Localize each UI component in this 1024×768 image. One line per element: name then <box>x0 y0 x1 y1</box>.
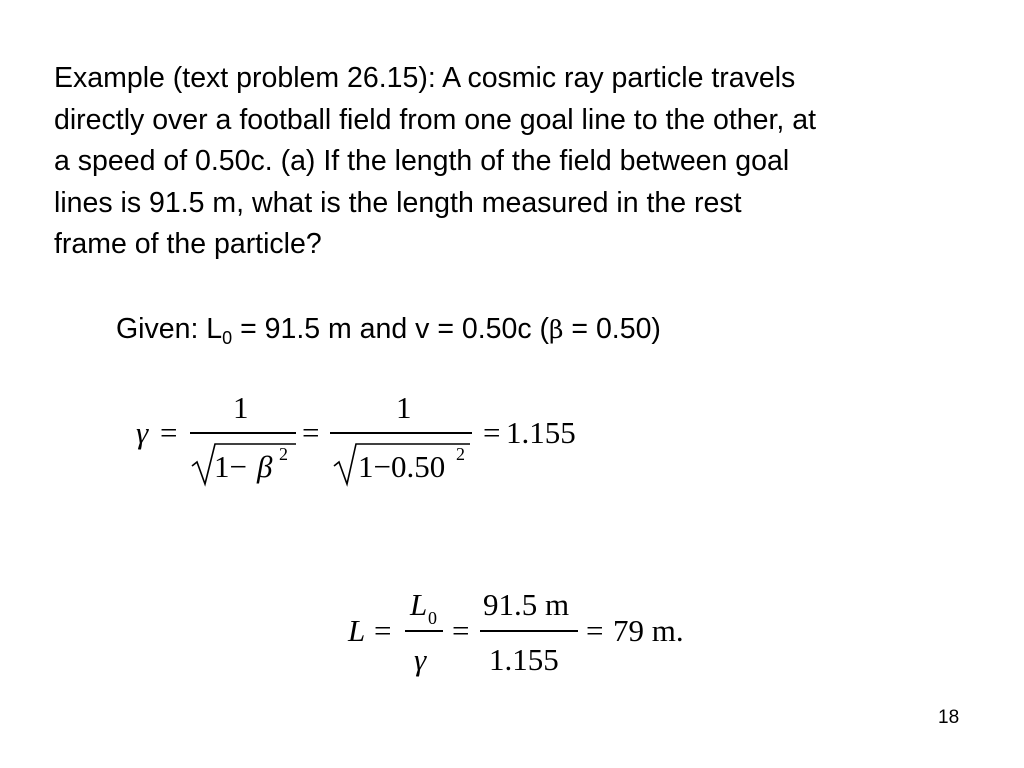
length-equals-2: = <box>452 613 470 648</box>
gamma-equals-2: = <box>302 415 320 450</box>
gamma-equals-3: = <box>483 415 501 450</box>
gamma-exponent-1: 2 <box>279 444 288 464</box>
problem-line-2: directly over a football field from one goal line to the other, at <box>54 103 817 136</box>
given-suffix: = 0.50) <box>563 313 661 345</box>
gamma-denominator-1: 1− <box>214 449 247 484</box>
length-numerator-subscript: 0 <box>428 608 437 628</box>
problem-line-3: a speed of 0.50c. (a) If the length of the field between goal <box>54 145 790 177</box>
given-beta-symbol: β <box>549 315 564 344</box>
fraction-bar-3 <box>405 630 443 632</box>
length-result: 79 m. <box>613 613 684 648</box>
gamma-lhs: γ <box>136 415 149 450</box>
length-denominator-1: γ <box>414 642 427 677</box>
given-prefix: Given: L <box>116 313 223 345</box>
gamma-numerator-1: 1 <box>233 390 249 425</box>
length-numerator-2: 91.5 m <box>483 587 570 622</box>
problem-line-4: lines is 91.5 m, what is the length measured in the rest <box>54 186 742 219</box>
given-subscript: 0 <box>222 328 233 348</box>
gamma-exponent-2: 2 <box>456 444 465 464</box>
length-numerator-1: L <box>410 587 428 622</box>
length-denominator-2: 1.155 <box>489 642 559 677</box>
gamma-numerator-2: 1 <box>396 390 412 425</box>
page-number: 18 <box>938 707 960 728</box>
length-equals-1: = <box>374 613 392 648</box>
gamma-denominator-2: 1−0.50 <box>358 449 446 484</box>
gamma-beta-symbol: β <box>257 449 273 484</box>
gamma-equals-1: = <box>160 415 178 450</box>
length-equals-3: = <box>586 613 604 648</box>
problem-line-5: frame of the particle? <box>54 228 322 260</box>
fraction-bar-4 <box>480 630 578 632</box>
gamma-result: 1.155 <box>506 415 576 450</box>
length-lhs: L <box>348 613 366 648</box>
problem-line-1: Example (text problem 26.15): A cosmic ray particle travels <box>54 62 796 94</box>
given-middle: = 91.5 m and v = 0.50c ( <box>232 313 550 345</box>
